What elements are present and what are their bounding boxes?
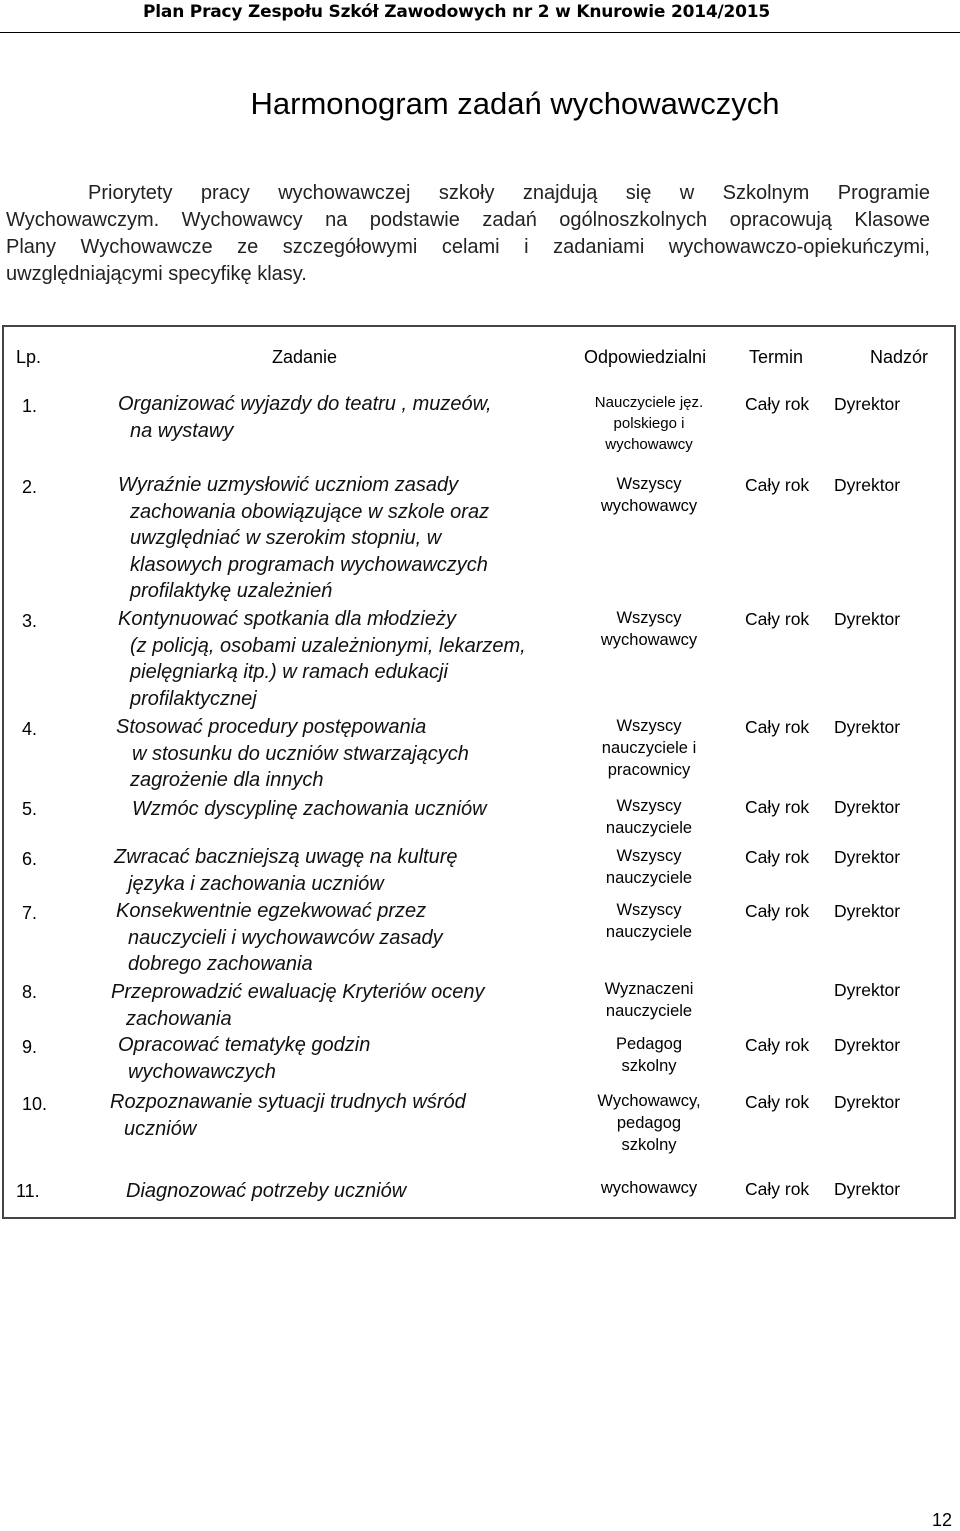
- term-text: Cały rok: [745, 901, 810, 921]
- responsible-line: Wszyscy: [616, 797, 682, 815]
- responsible-line: Wszyscy: [616, 901, 682, 919]
- responsible-line: Wychowawcy,: [597, 1092, 701, 1110]
- responsible-text: [574, 392, 724, 455]
- term-text: Cały rok: [745, 1092, 810, 1112]
- task-text: [4, 391, 492, 444]
- responsible-text: [574, 1090, 724, 1156]
- task-line: Rozpoznawanie sytuacji trudnych wśród: [110, 1091, 466, 1113]
- responsible-text: [574, 1033, 724, 1077]
- supervision-text: Dyrektor: [834, 901, 901, 921]
- intro-line: uwzględniającymi specyfikę klasy.: [6, 263, 307, 285]
- row-number: 5.: [22, 799, 38, 819]
- task-line: Opracować tematykę godzin: [118, 1034, 371, 1056]
- task-line: uczniów: [124, 1117, 197, 1140]
- supervision-text: Dyrektor: [834, 717, 901, 737]
- term-text: Cały rok: [745, 797, 810, 817]
- responsible-line: szkolny: [621, 1136, 677, 1154]
- task-line: Zwracać baczniejszą uwagę na kulturę: [114, 846, 458, 868]
- page-title: Harmonogram zadań wychowawczych: [250, 86, 780, 121]
- responsible-line: pracownicy: [607, 761, 691, 779]
- task-line: uwzględniać w szerokim stopniu, w: [130, 527, 442, 549]
- task-line: Diagnozować potrzeby uczniów: [126, 1180, 407, 1202]
- responsible-line: Nauczyciele jęz.: [594, 394, 704, 411]
- responsible-line: nauczyciele: [605, 1002, 693, 1020]
- supervision-text: Dyrektor: [834, 980, 901, 1000]
- task-text: [4, 606, 526, 712]
- supervision-text: Dyrektor: [834, 797, 901, 817]
- header-supervision: Nadzór: [870, 347, 929, 367]
- task-text: [4, 472, 489, 605]
- task-line: w stosunku do uczniów stwarzających: [132, 742, 469, 765]
- responsible-line: wychowawcy: [605, 436, 693, 453]
- intro-line: Wychowawczym. Wychowawcy na podstawie zadań ogólnoszkolnych opracowują Klasowe: [6, 209, 930, 231]
- task-line: zachowania: [126, 1007, 232, 1030]
- row-number: 3.: [22, 611, 38, 631]
- term-text: Cały rok: [745, 609, 810, 629]
- responsible-text: [574, 607, 724, 651]
- responsible-line: Wszyscy: [616, 609, 682, 627]
- responsible-line: wychowawcy: [600, 631, 698, 649]
- task-text: [4, 1089, 466, 1142]
- header-responsible: Odpowiedzialni: [584, 347, 707, 367]
- task-line: na wystawy: [130, 419, 234, 442]
- task-line: Konsekwentnie egzekwować przez: [116, 900, 427, 922]
- responsible-line: Wyznaczeni: [604, 980, 694, 998]
- header-task: Zadanie: [272, 347, 338, 367]
- task-text: [4, 714, 469, 794]
- row-number: 10.: [22, 1094, 48, 1114]
- responsible-line: polskiego i: [613, 415, 685, 432]
- responsible-line: Pedagog: [615, 1035, 683, 1053]
- intro-paragraph: [6, 180, 930, 288]
- page-number: 12: [931, 1510, 952, 1530]
- term-text: Cały rok: [745, 475, 810, 495]
- responsible-line: pedagog: [616, 1114, 682, 1132]
- responsible-text: [574, 899, 724, 943]
- row-number: 1.: [22, 396, 38, 416]
- intro-line: Priorytety pracy wychowawczej szkoły znajdują się w Szkolnym Programie: [88, 182, 930, 204]
- responsible-text: [574, 845, 724, 889]
- task-line: Wyraźnie uzmysłowić uczniom zasady: [118, 474, 459, 496]
- responsible-text: [574, 473, 724, 517]
- task-text: [4, 796, 487, 823]
- responsible-line: nauczyciele i: [601, 739, 697, 757]
- task-line: Przeprowadzić ewaluację Kryteriów oceny: [111, 981, 485, 1003]
- row-number: 11.: [16, 1181, 40, 1201]
- task-line: klasowych programach wychowawczych: [130, 553, 488, 576]
- responsible-line: nauczyciele: [605, 923, 693, 941]
- responsible-text: [574, 715, 724, 781]
- header-lp: Lp.: [16, 347, 42, 367]
- task-line: Stosować procedury postępowania: [116, 716, 427, 738]
- term-text: Cały rok: [745, 1035, 810, 1055]
- task-text: [4, 898, 443, 978]
- term-text: Cały rok: [745, 1179, 810, 1199]
- header-term: Termin: [749, 347, 804, 367]
- supervision-text: Dyrektor: [834, 394, 901, 414]
- responsible-text: [574, 978, 724, 1022]
- responsible-line: szkolny: [621, 1057, 677, 1075]
- task-line: nauczycieli i wychowawców zasady: [128, 926, 443, 949]
- header-rule: [0, 32, 960, 33]
- responsible-line: nauczyciele: [605, 869, 693, 887]
- term-text: Cały rok: [745, 847, 810, 867]
- term-text: Cały rok: [745, 717, 810, 737]
- task-line: zagrożenie dla innych: [130, 769, 324, 791]
- row-number: 6.: [22, 849, 38, 869]
- responsible-line: nauczyciele: [605, 819, 693, 837]
- task-line: (z policją, osobami uzależnionymi, lekarzem,: [130, 634, 526, 657]
- row-number: 7.: [22, 903, 38, 923]
- supervision-text: Dyrektor: [834, 475, 901, 495]
- row-number: 9.: [22, 1037, 38, 1057]
- responsible-text: [574, 795, 724, 839]
- term-text: Cały rok: [745, 394, 810, 414]
- responsible-line: Wszyscy: [616, 717, 682, 735]
- task-line: Organizować wyjazdy do teatru , muzeów,: [118, 393, 492, 415]
- supervision-text: Dyrektor: [834, 847, 901, 867]
- task-line: dobrego zachowania: [128, 953, 313, 975]
- task-table: [2, 325, 956, 1219]
- intro-line: Plany Wychowawcze ze szczegółowymi celami i zadaniami wychowawczo-opiekuńczymi,: [6, 236, 930, 258]
- row-number: 4.: [22, 719, 38, 739]
- supervision-text: Dyrektor: [834, 1035, 901, 1055]
- page-header: Plan Pracy Zespołu Szkół Zawodowych nr 2 w Knurowie 2014/2015: [143, 2, 770, 22]
- supervision-text: Dyrektor: [834, 609, 901, 629]
- task-line: pielęgniarką itp.) w ramach edukacji: [130, 661, 448, 683]
- task-line: profilaktycznej: [130, 687, 257, 710]
- supervision-text: Dyrektor: [834, 1092, 901, 1112]
- task-line: wychowawczych: [128, 1060, 276, 1083]
- responsible-line: Wszyscy: [616, 475, 682, 493]
- responsible-line: wychowawcy: [600, 1179, 698, 1197]
- task-line: profilaktykę uzależnień: [130, 580, 333, 602]
- responsible-line: wychowawcy: [600, 497, 698, 515]
- supervision-text: Dyrektor: [834, 1179, 901, 1199]
- row-number: 2.: [22, 477, 38, 497]
- task-text: [4, 1032, 370, 1085]
- responsible-line: Wszyscy: [616, 847, 682, 865]
- task-text: [4, 979, 485, 1032]
- task-text: [4, 844, 458, 897]
- task-line: zachowania obowiązujące w szkole oraz: [130, 500, 490, 523]
- task-line: języka i zachowania uczniów: [128, 872, 384, 895]
- task-text: [4, 1178, 406, 1205]
- responsible-text: [574, 1177, 724, 1199]
- task-line: Wzmóc dyscyplinę zachowania uczniów: [132, 798, 487, 820]
- row-number: 8.: [22, 982, 38, 1002]
- task-line: Kontynuować spotkania dla młodzieży: [118, 608, 456, 630]
